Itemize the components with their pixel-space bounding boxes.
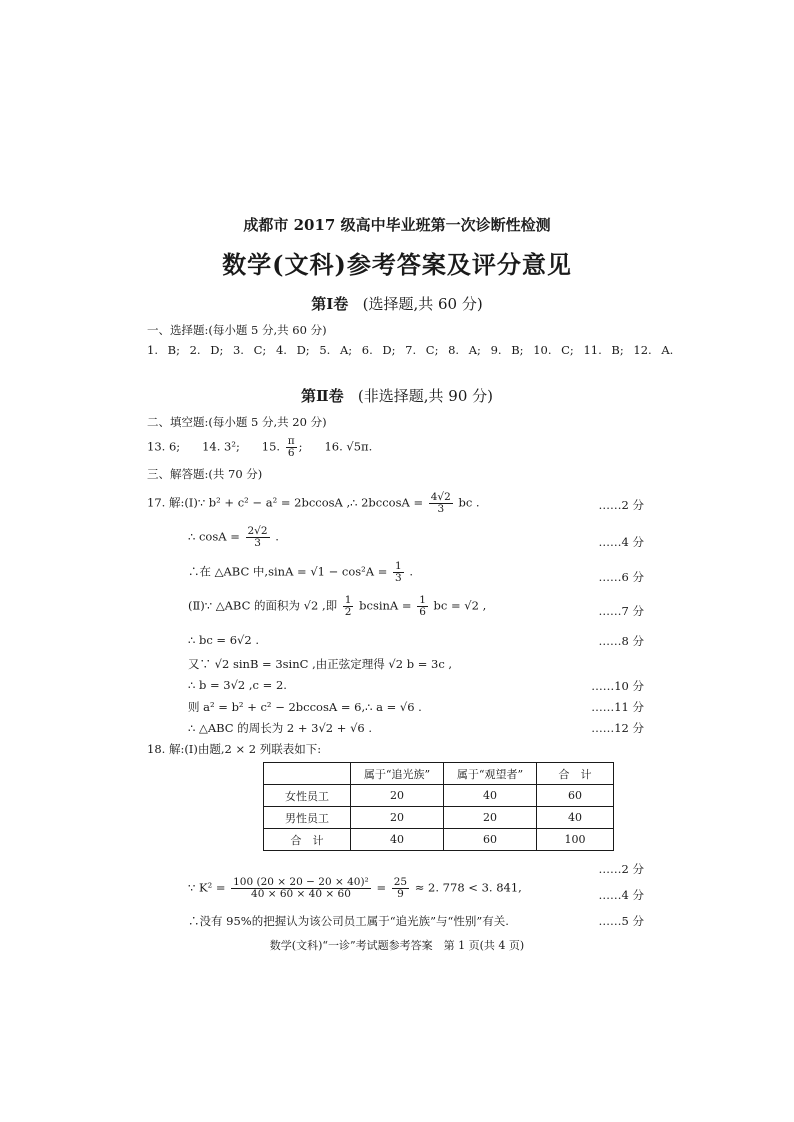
q17-score-1: ……2 分: [598, 498, 644, 512]
q17-line1-fraction: [429, 492, 453, 515]
q17-line3-fraction: [393, 561, 404, 584]
q17-line4-fraction1: [343, 595, 354, 618]
q17-score-8: ……11 分: [591, 700, 644, 714]
q17-line1: [147, 492, 480, 515]
part1-title: 第Ⅰ卷: [311, 295, 349, 313]
page-footer: 数学(文科)“一诊”考试题参考答案 第 1 页(共 4 页): [269, 939, 525, 952]
fraction-denominator: 6: [419, 606, 426, 619]
answer-13: 13. 6;: [147, 439, 181, 454]
q17-line6: 又∵ √2 sinB = 3sinC ,由正弦定理得 √2 b = 3c ,: [188, 657, 453, 671]
fraction-numerator: 25: [393, 876, 408, 888]
table-cell: 40: [351, 829, 444, 851]
table-cell: 100: [537, 829, 614, 851]
table-cell: 合 计: [264, 829, 351, 851]
q18-score-3: ……5 分: [598, 914, 644, 928]
fraction-denominator: 3: [254, 537, 261, 550]
exam-title: 成都市 2017 级高中毕业班第一次诊断性检测: [243, 216, 551, 234]
fraction-numerator: 4√2: [430, 491, 451, 503]
q17-score-4: ……7 分: [598, 604, 644, 618]
part2-title: 第Ⅱ卷: [300, 387, 344, 405]
table-header-cell: 属于“追光族”: [351, 763, 444, 785]
fill-answers: [147, 436, 372, 459]
q18-line3: ∴没有 95%的把握认为该公司员工属于“追光族”与“性别”有关.: [188, 914, 509, 928]
table-cell: 40: [537, 807, 614, 829]
table-header-row: [264, 763, 614, 785]
fill-section-label: 二、填空题:(每小题 5 分,共 20 分): [147, 415, 327, 429]
q17-score-9: ……12 分: [591, 721, 644, 735]
q17-line9: ∴ △ABC 的周长为 2 + 3√2 + √6 .: [188, 721, 373, 735]
part2-heading: [0, 385, 794, 406]
q17-line5: ∴ bc = 6√2 .: [188, 633, 259, 647]
answer-16: 16. √5π.: [324, 439, 373, 454]
q17-score-5: ……8 分: [598, 634, 644, 648]
q17-line4-text: (Ⅱ)∵ △ABC 的面积为 √2 ,即: [188, 598, 338, 613]
part1-subtitle: (选择题,共 60 分): [362, 295, 483, 313]
q17-line3-text: ∴在 △ABC 中,sinA = √1 − cos²A =: [188, 564, 388, 579]
document-title: 数学(文科)参考答案及评分意见: [222, 250, 572, 279]
table-cell: 60: [444, 829, 537, 851]
table-cell: 男性员工: [264, 807, 351, 829]
choice-answers: 1. B; 2. D; 3. C; 4. D; 5. A; 6. D; 7. C; 8. A; 9. B; 10. C; 11. B; 12. A.: [147, 343, 674, 357]
q18-result-fraction: [392, 877, 409, 900]
table-cell: 40: [444, 785, 537, 807]
fraction-denominator: 2: [344, 606, 352, 619]
table-cell: 女性员工: [264, 785, 351, 807]
q18-score-2: ……4 分: [598, 888, 644, 902]
fraction-numerator: 2√2: [247, 525, 268, 537]
q17-line7: ∴ b = 3√2 ,c = 2.: [188, 678, 287, 692]
fraction-denominator: 3: [395, 572, 402, 585]
q18-chi-square-fraction: [231, 877, 371, 900]
table-header-cell: 属于“观望者”: [444, 763, 537, 785]
q17-line2-text: ∴ cosA =: [188, 529, 240, 544]
q18-line2: [188, 877, 522, 900]
contingency-table: [263, 762, 614, 851]
table-row: [264, 829, 614, 851]
q18-line1: 18. 解:(Ⅰ)由题,2 × 2 列联表如下:: [147, 742, 322, 756]
answer-15-end: ;: [298, 439, 303, 454]
solve-section-label: 三、解答题:(共 70 分): [147, 467, 263, 481]
fraction-numerator: 1: [419, 594, 426, 606]
answer-15-label: 15.: [261, 439, 281, 454]
q18-line2-end: ≈ 2. 778 < 3. 841,: [414, 880, 522, 895]
fraction-numerator: π: [287, 435, 295, 447]
q18-line2-text: ∵ K² =: [188, 880, 226, 895]
q17-line2: [188, 526, 279, 549]
table-row: [264, 785, 614, 807]
fraction-numerator: 1: [395, 560, 402, 572]
q17-line1-text: 17. 解:(Ⅰ)∵ b² + c² − a² = 2bccosA ,∴ 2bccosA =: [147, 495, 424, 510]
q17-score-2: ……4 分: [598, 535, 644, 549]
table-cell: 20: [444, 807, 537, 829]
q18-score-table: ……2 分: [598, 862, 644, 876]
answer-14: 14. 3²;: [202, 439, 240, 454]
q17-line4-end: bc = √2 ,: [433, 598, 487, 613]
choice-section-label: 一、选择题:(每小题 5 分,共 60 分): [147, 323, 327, 337]
q17-line8: 则 a² = b² + c² − 2bccosA = 6,∴ a = √6 .: [188, 700, 422, 714]
fraction-numerator: 1: [344, 594, 352, 606]
q17-line2-end: .: [275, 529, 279, 544]
table-cell: 20: [351, 785, 444, 807]
fraction-denominator: 3: [437, 503, 445, 516]
q17-line3: [188, 561, 413, 584]
table-row: [264, 807, 614, 829]
q17-line4-mid: bcsinA =: [359, 598, 412, 613]
q17-line3-end: .: [409, 564, 414, 579]
q17-line2-fraction: [246, 526, 270, 549]
q17-line4: [188, 595, 486, 618]
part2-subtitle: (非选择题,共 90 分): [357, 387, 494, 405]
fraction-denominator: 9: [397, 888, 404, 901]
q17-line4-fraction2: [417, 595, 428, 618]
fraction-numerator: 100 (20 × 20 − 20 × 40)²: [233, 876, 369, 888]
q17-line1-end: bc .: [458, 495, 480, 510]
q17-score-3: ……6 分: [598, 570, 644, 584]
q17-score-7: ……10 分: [591, 679, 644, 693]
table-header-cell: [264, 763, 351, 785]
q18-line2-mid: =: [376, 880, 387, 895]
table-header-cell: 合 计: [537, 763, 614, 785]
table-cell: 20: [351, 807, 444, 829]
fraction-denominator: 6: [287, 447, 295, 460]
table-cell: 60: [537, 785, 614, 807]
part1-heading: [0, 293, 794, 314]
fraction-denominator: 40 × 60 × 40 × 60: [251, 888, 351, 901]
answer-15-fraction: [286, 436, 297, 459]
